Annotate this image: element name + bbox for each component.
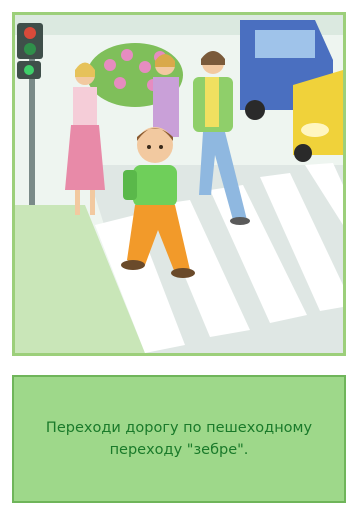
illustration-frame — [12, 12, 346, 356]
car-yellow-icon — [293, 70, 343, 162]
crosswalk-illustration — [15, 15, 343, 353]
caption-text: Переходи дорогу по пешеходному переходу "зебре". — [45, 419, 313, 458]
caption-card — [12, 375, 346, 503]
